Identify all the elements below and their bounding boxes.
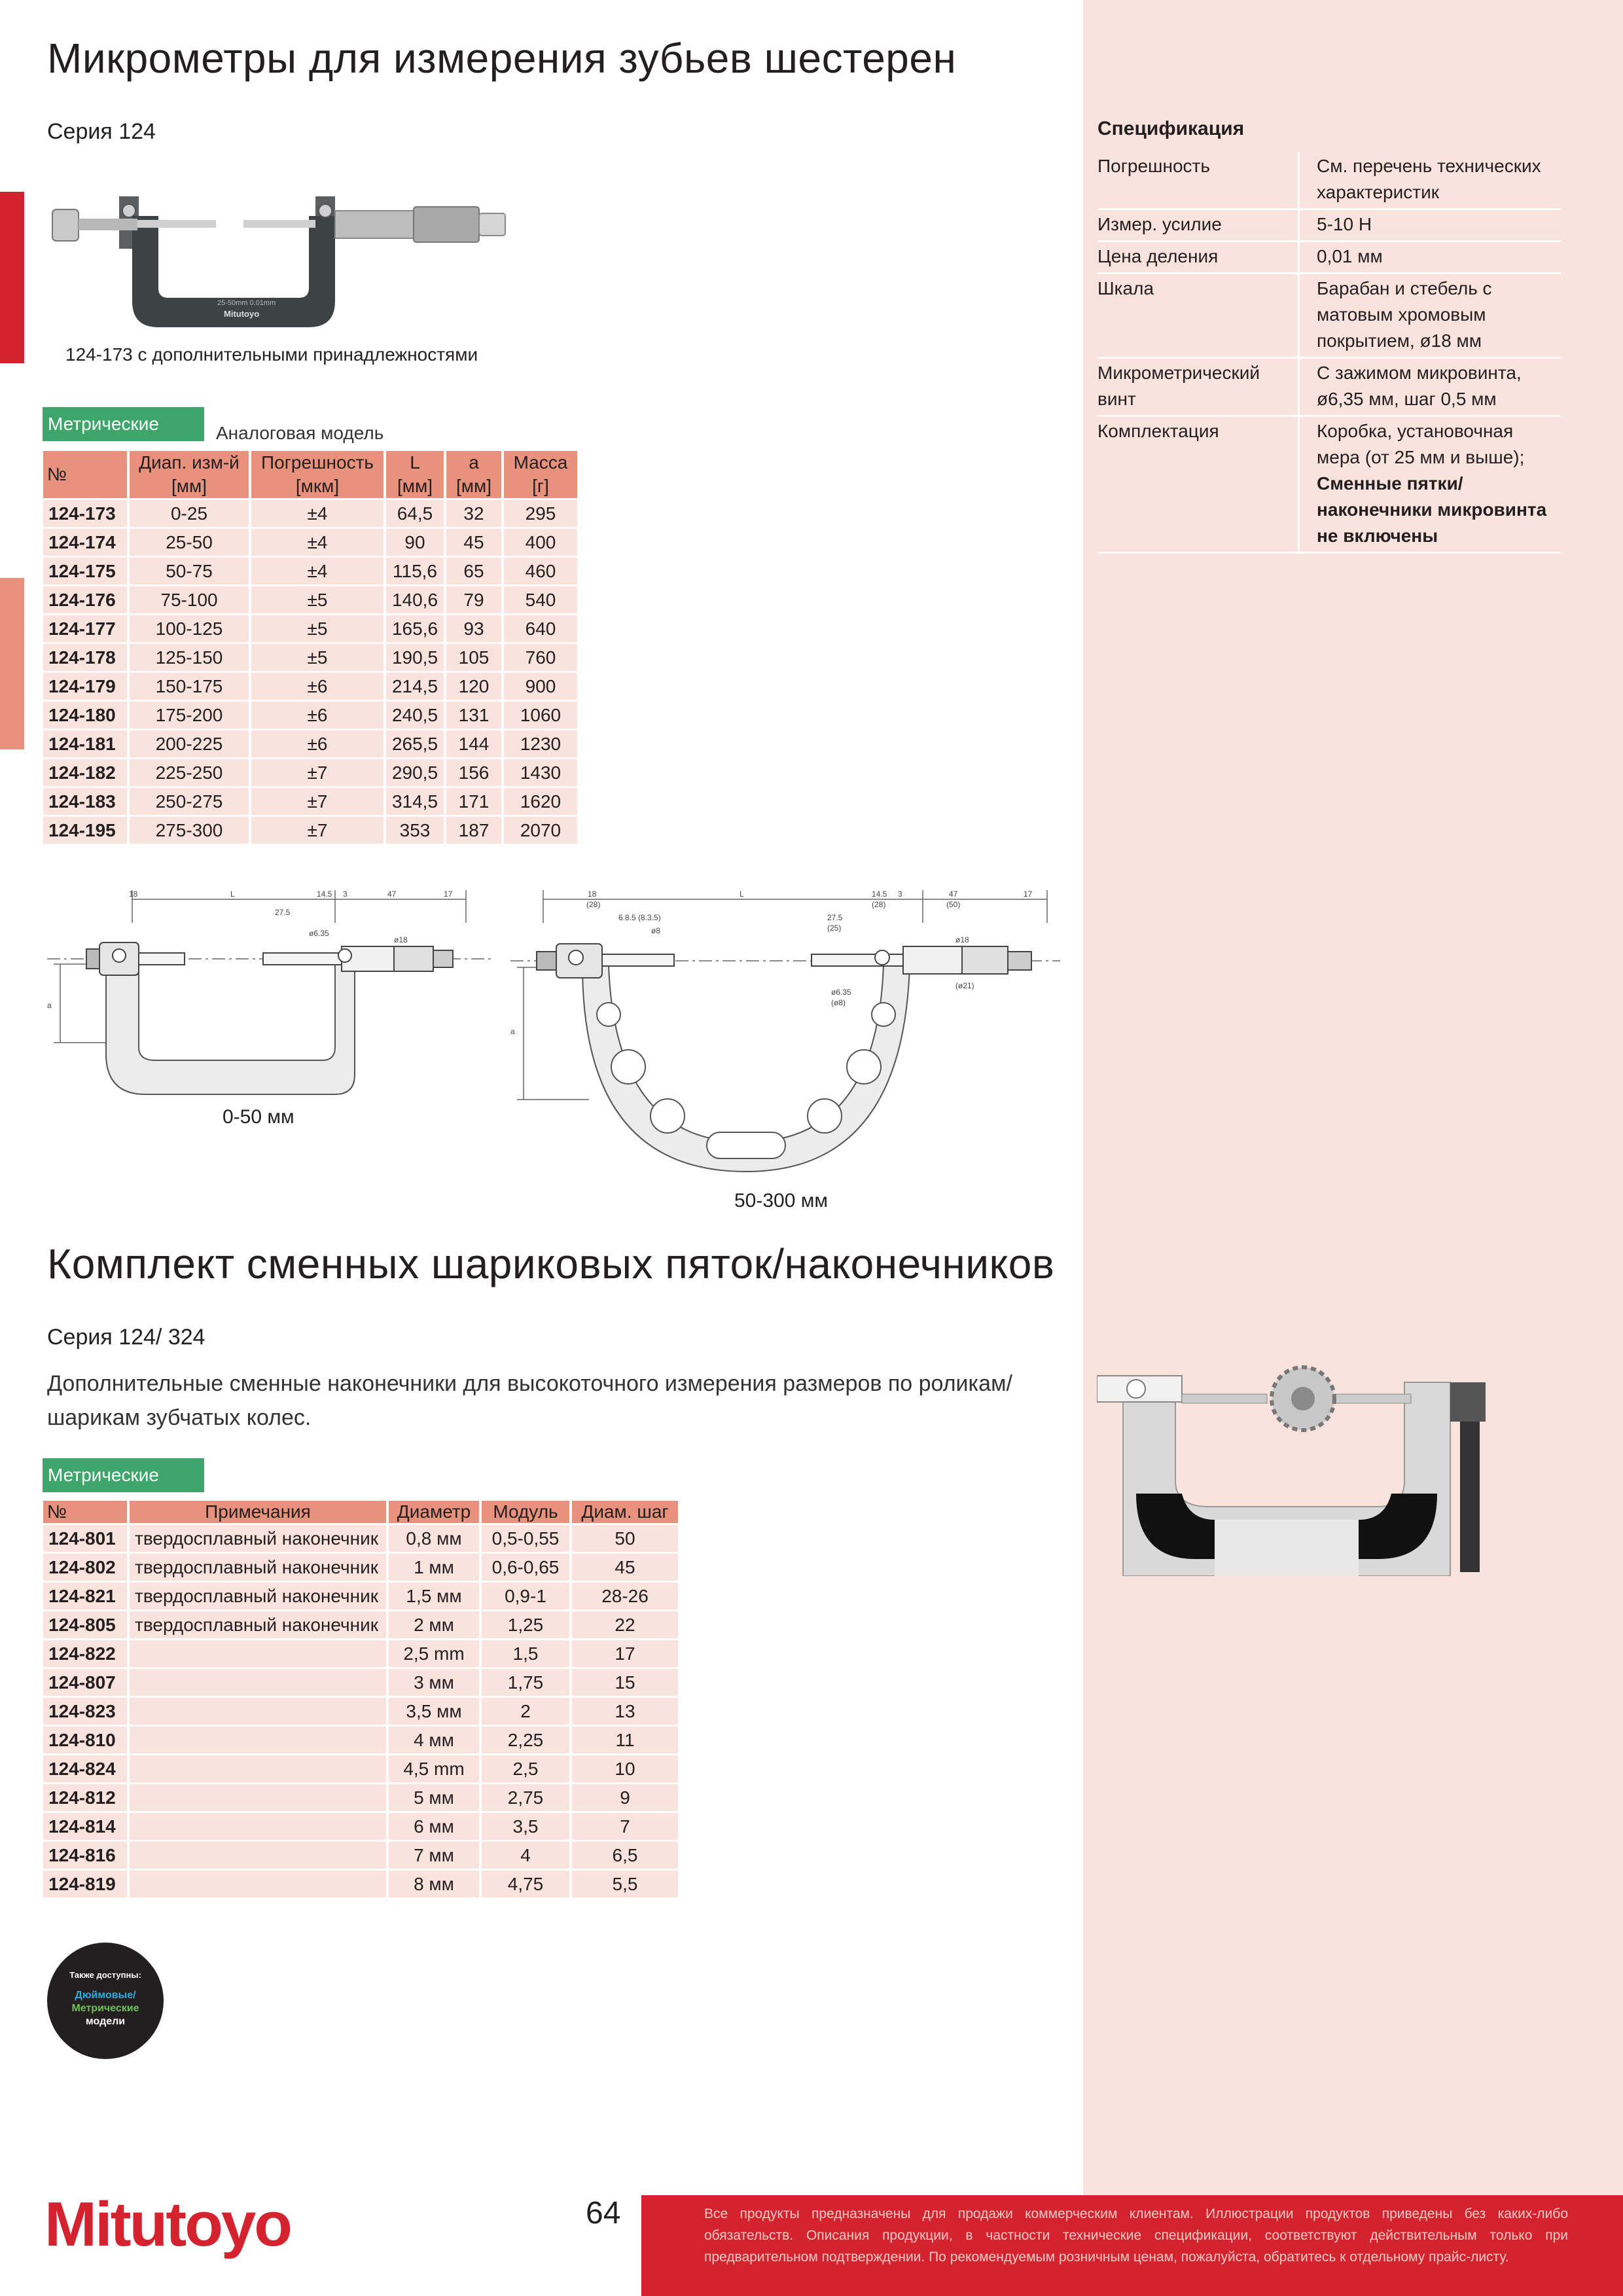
- table-cell: твердосплавный наконечник: [130, 1583, 386, 1609]
- table-cell: [130, 1727, 386, 1753]
- table-cell: 275-300: [130, 817, 249, 844]
- spec-row: [1097, 358, 1561, 416]
- table-cell: 7: [572, 1813, 678, 1840]
- model-number: 124-823: [43, 1698, 127, 1725]
- table-cell: 45: [446, 529, 501, 556]
- table-cell: 4,75: [482, 1871, 569, 1897]
- table-cell: [130, 1698, 386, 1725]
- table-cell: 900: [504, 673, 577, 700]
- table-row: [43, 1554, 678, 1581]
- footer-disclaimer-box: [641, 2195, 1623, 2296]
- side-tab-salmon: [0, 578, 24, 749]
- spec-value: [1299, 358, 1561, 416]
- svg-text:25-50mm 0.01mm: 25-50mm 0.01mm: [217, 299, 276, 307]
- dim-l-a: a: [510, 1027, 515, 1036]
- table-cell: 6,5: [572, 1842, 678, 1869]
- table-cell: твердосплавный наконечник: [130, 1554, 386, 1581]
- table-cell: твердосплавный наконечник: [130, 1611, 386, 1638]
- spec-value: [1299, 416, 1561, 553]
- table-cell: 200-225: [130, 730, 249, 757]
- table-cell: 4: [482, 1842, 569, 1869]
- drawing-50-300-caption: 50-300 мм: [734, 1190, 828, 1211]
- mic-header: Погрешность [мкм]: [251, 451, 383, 498]
- table-cell: 50-75: [130, 558, 249, 584]
- table-cell: ±6: [251, 673, 383, 700]
- ball-header: Примечания: [130, 1501, 386, 1523]
- footer-disclaimer: Все продукты предназначены для продажи коммерческим клиентам. Иллюстрации продуктов приведены без каких-либо обязательств. Описания продукции, в частности технические спецификации, соответствуют действительным только при предварительном подтверждении. По рекомендуемым розничным ценам, пожалуйста, обратитесь к отдельному прайс-листу.: [704, 2206, 1568, 2265]
- spec-value: [1299, 274, 1561, 358]
- model-number: 124-180: [43, 702, 127, 728]
- dim-l-d18: ø18: [955, 935, 969, 944]
- model-number: 124-179: [43, 673, 127, 700]
- table-cell: 50: [572, 1525, 678, 1552]
- spec-table: [1097, 152, 1561, 554]
- table-row: [43, 558, 577, 584]
- table-cell: 4,5 mm: [389, 1755, 479, 1782]
- table-row: [43, 529, 577, 556]
- model-number: 124-177: [43, 615, 127, 642]
- section2-description: Дополнительные сменные наконечники для высокоточного измерения размеров по роликам/ шарикам зубчатых колес.: [47, 1371, 1012, 1430]
- table-row: [43, 1871, 678, 1897]
- table-cell: 100-125: [130, 615, 249, 642]
- table-cell: 290,5: [386, 759, 444, 786]
- table-cell: 0,6-0,65: [482, 1554, 569, 1581]
- table-cell: 540: [504, 586, 577, 613]
- table-cell: [130, 1669, 386, 1696]
- spec-value-text: 5-10 Н: [1317, 214, 1372, 234]
- section1-series: Серия 124: [47, 119, 156, 144]
- table-cell: 2,5: [482, 1755, 569, 1782]
- spec-value: [1299, 209, 1561, 242]
- dim-l-25: (25): [827, 924, 842, 933]
- dim-l-6-8-5: 6.8.5 (8.3.5): [618, 913, 661, 922]
- dim-l-14-5: 14.5: [872, 889, 887, 899]
- table-cell: 5,5: [572, 1871, 678, 1897]
- table-cell: 3,5 мм: [389, 1698, 479, 1725]
- ball-anvil-photo: [1097, 1363, 1486, 1576]
- table-row: [43, 500, 577, 527]
- spec-value-text: С зажимом микровинта, ø6,35 мм, шаг 0,5 мм: [1317, 363, 1522, 409]
- table-cell: 250-275: [130, 788, 249, 815]
- svg-text:Mitutoyo: Mitutoyo: [224, 309, 260, 319]
- table-cell: 7 мм: [389, 1842, 479, 1869]
- table-cell: 45: [572, 1554, 678, 1581]
- dim-d18: ø18: [394, 935, 408, 944]
- model-number: 124-807: [43, 1669, 127, 1696]
- table-cell: 115,6: [386, 558, 444, 584]
- table-cell: 2 мм: [389, 1611, 479, 1638]
- dim-14-5: 14.5: [317, 889, 332, 899]
- model-number: 124-805: [43, 1611, 127, 1638]
- spec-key: Комплектация: [1097, 416, 1299, 553]
- spec-key: Цена деления: [1097, 242, 1299, 274]
- badge-line3: Метрические: [71, 2003, 139, 2014]
- table-cell: 140,6: [386, 586, 444, 613]
- model-number: 124-802: [43, 1554, 127, 1581]
- table-cell: 13: [572, 1698, 678, 1725]
- table-cell: твердосплавный наконечник: [130, 1525, 386, 1552]
- table-cell: ±7: [251, 759, 383, 786]
- table-cell: 64,5: [386, 500, 444, 527]
- dim-l-28a: (28): [586, 900, 601, 909]
- table-cell: 295: [504, 500, 577, 527]
- table-cell: 1430: [504, 759, 577, 786]
- table-cell: 0,9-1: [482, 1583, 569, 1609]
- table-cell: 1,75: [482, 1669, 569, 1696]
- table-cell: 225-250: [130, 759, 249, 786]
- spec-key: Микрометрический винт: [1097, 358, 1299, 416]
- dim-l-d8b: ø8: [651, 926, 661, 935]
- model-number: 124-173: [43, 500, 127, 527]
- table-row: [43, 1842, 678, 1869]
- table-cell: 640: [504, 615, 577, 642]
- table-cell: 187: [446, 817, 501, 844]
- section1-title: Микрометры для измерения зубьев шестерен: [47, 35, 957, 82]
- model-number: 124-183: [43, 788, 127, 815]
- table-cell: 190,5: [386, 644, 444, 671]
- dim-47: 47: [387, 889, 397, 899]
- model-number: 124-174: [43, 529, 127, 556]
- table-row: [43, 1784, 678, 1811]
- table-cell: 1,5 мм: [389, 1583, 479, 1609]
- table-cell: 131: [446, 702, 501, 728]
- dim-27-5: 27.5: [275, 908, 291, 917]
- drawing-50-300: [510, 884, 1060, 1191]
- ball-header: Диаметр: [389, 1501, 479, 1523]
- table-cell: 1230: [504, 730, 577, 757]
- table-row: [43, 1727, 678, 1753]
- page-number: 64: [586, 2196, 621, 2231]
- table-cell: [130, 1640, 386, 1667]
- mic-header: Масса [г]: [504, 451, 577, 498]
- table-cell: 0,5-0,55: [482, 1525, 569, 1552]
- table-cell: 2,5 mm: [389, 1640, 479, 1667]
- table-row: [43, 1755, 678, 1782]
- table-cell: 8 мм: [389, 1871, 479, 1897]
- table-cell: [130, 1871, 386, 1897]
- analog-model-note: Аналоговая модель: [216, 423, 384, 443]
- section2-title: Комплект сменных шариковых пяток/наконечников: [47, 1240, 1055, 1287]
- table-cell: 90: [386, 529, 444, 556]
- spec-row: [1097, 242, 1561, 274]
- metric-tag-1: Метрические: [43, 407, 204, 441]
- table-row: [43, 673, 577, 700]
- drawing-0-50-caption: 0-50 мм: [223, 1106, 294, 1128]
- model-number: 124-195: [43, 817, 127, 844]
- table-cell: ±6: [251, 730, 383, 757]
- mic-header: L [мм]: [386, 451, 444, 498]
- mic-header: a [мм]: [446, 451, 501, 498]
- table-cell: 1,5: [482, 1640, 569, 1667]
- table-row: [43, 817, 577, 844]
- table-cell: 1060: [504, 702, 577, 728]
- table-cell: [130, 1755, 386, 1782]
- table-cell: 3 мм: [389, 1669, 479, 1696]
- ball-anvil-table: [41, 1499, 681, 1899]
- table-cell: 0-25: [130, 500, 249, 527]
- ball-header: Диам. шаг: [572, 1501, 678, 1523]
- dim-6-35: ø6.35: [309, 929, 329, 938]
- table-cell: 314,5: [386, 788, 444, 815]
- table-cell: 65: [446, 558, 501, 584]
- spec-title: Спецификация: [1097, 118, 1245, 139]
- model-number: 124-175: [43, 558, 127, 584]
- dim-l-3: 3: [898, 889, 902, 899]
- table-cell: ±4: [251, 529, 383, 556]
- table-cell: 156: [446, 759, 501, 786]
- spec-value: [1299, 242, 1561, 274]
- table-cell: 3,5: [482, 1813, 569, 1840]
- spec-value: [1299, 152, 1561, 209]
- table-cell: 265,5: [386, 730, 444, 757]
- table-cell: 105: [446, 644, 501, 671]
- table-cell: 2: [482, 1698, 569, 1725]
- spec-key: Шкала: [1097, 274, 1299, 358]
- table-cell: 125-150: [130, 644, 249, 671]
- spec-value-text: См. перечень технических характеристик: [1317, 156, 1541, 202]
- table-cell: 1,25: [482, 1611, 569, 1638]
- model-number: 124-822: [43, 1640, 127, 1667]
- inch-metric-badge: [47, 1943, 164, 2059]
- table-row: [43, 586, 577, 613]
- table-cell: 25-50: [130, 529, 249, 556]
- table-cell: 400: [504, 529, 577, 556]
- micrometer-table: [41, 449, 580, 846]
- table-cell: ±4: [251, 500, 383, 527]
- spec-row: [1097, 152, 1561, 209]
- model-number: 124-814: [43, 1813, 127, 1840]
- model-number: 124-801: [43, 1525, 127, 1552]
- table-cell: 75-100: [130, 586, 249, 613]
- table-cell: 6 мм: [389, 1813, 479, 1840]
- table-row: [43, 1669, 678, 1696]
- model-number: 124-181: [43, 730, 127, 757]
- table-row: [43, 1525, 678, 1552]
- table-cell: 165,6: [386, 615, 444, 642]
- table-cell: 760: [504, 644, 577, 671]
- dim-l-50: (50): [946, 900, 961, 909]
- table-row: [43, 1698, 678, 1725]
- model-number: 124-812: [43, 1784, 127, 1811]
- spec-key: Погрешность: [1097, 152, 1299, 209]
- table-cell: ±5: [251, 615, 383, 642]
- table-cell: 17: [572, 1640, 678, 1667]
- table-cell: 240,5: [386, 702, 444, 728]
- dim-l-47: 47: [949, 889, 958, 899]
- model-number: 124-176: [43, 586, 127, 613]
- model-number: 124-182: [43, 759, 127, 786]
- table-cell: 175-200: [130, 702, 249, 728]
- table-row: [43, 615, 577, 642]
- spec-value-note: Сменные пятки/ наконечники микровинта не включены: [1317, 473, 1547, 546]
- table-row: [43, 788, 577, 815]
- table-cell: 9: [572, 1784, 678, 1811]
- table-cell: 120: [446, 673, 501, 700]
- table-row: [43, 1813, 678, 1840]
- spec-value-text: 0,01 мм: [1317, 246, 1383, 266]
- table-cell: 4 мм: [389, 1727, 479, 1753]
- table-cell: 1620: [504, 788, 577, 815]
- table-cell: 32: [446, 500, 501, 527]
- badge-line1: Также доступны:: [69, 1970, 141, 1980]
- table-cell: 2070: [504, 817, 577, 844]
- table-cell: 5 мм: [389, 1784, 479, 1811]
- drawing-0-50: [47, 884, 492, 1126]
- table-cell: 2,75: [482, 1784, 569, 1811]
- table-cell: 460: [504, 558, 577, 584]
- side-tab-red: [0, 192, 24, 363]
- spec-row: [1097, 209, 1561, 242]
- badge-line4: модели: [85, 2016, 126, 2027]
- dim-l-27-5: 27.5: [827, 913, 843, 922]
- table-cell: 28-26: [572, 1583, 678, 1609]
- photo-caption: 124-173 с дополнительными принадлежностями: [65, 344, 478, 365]
- spec-value-text: Барабан и стебель с матовым хромовым покрытием, ø18 мм: [1317, 278, 1492, 351]
- table-cell: 79: [446, 586, 501, 613]
- table-row: [43, 644, 577, 671]
- table-cell: 15: [572, 1669, 678, 1696]
- table-row: [43, 1583, 678, 1609]
- dim-l-6-35: ø6.35: [831, 988, 851, 997]
- table-cell: 171: [446, 788, 501, 815]
- mitutoyo-logo: Mitutoyo: [45, 2189, 291, 2259]
- model-number: 124-816: [43, 1842, 127, 1869]
- spec-row: [1097, 274, 1561, 358]
- dim-3: 3: [343, 889, 348, 899]
- table-cell: [130, 1813, 386, 1840]
- badge-line2: Дюймовые/: [75, 1990, 136, 2001]
- table-cell: [130, 1784, 386, 1811]
- ball-header: №: [43, 1501, 127, 1523]
- table-cell: ±5: [251, 644, 383, 671]
- table-cell: [130, 1842, 386, 1869]
- model-number: 124-178: [43, 644, 127, 671]
- model-number: 124-824: [43, 1755, 127, 1782]
- table-cell: 22: [572, 1611, 678, 1638]
- table-row: [43, 702, 577, 728]
- dim-l-28b: (28): [872, 900, 886, 909]
- table-cell: 2,25: [482, 1727, 569, 1753]
- table-cell: 10: [572, 1755, 678, 1782]
- table-cell: ±6: [251, 702, 383, 728]
- section2-series: Серия 124/ 324: [47, 1325, 205, 1350]
- metric-tag-2: Метрические: [43, 1458, 204, 1492]
- dim-a: a: [47, 1001, 52, 1010]
- table-cell: 0,8 мм: [389, 1525, 479, 1552]
- mic-header: №: [43, 451, 127, 498]
- table-cell: 93: [446, 615, 501, 642]
- dim-l: L: [230, 889, 235, 899]
- dim-17: 17: [444, 889, 453, 899]
- dim-18: 18: [129, 889, 138, 899]
- table-cell: 214,5: [386, 673, 444, 700]
- spec-key: Измер. усилие: [1097, 209, 1299, 242]
- table-cell: 353: [386, 817, 444, 844]
- dim-l-18: 18: [588, 889, 597, 899]
- table-row: [43, 759, 577, 786]
- table-cell: ±4: [251, 558, 383, 584]
- table-cell: ±7: [251, 817, 383, 844]
- table-cell: 150-175: [130, 673, 249, 700]
- table-cell: ±5: [251, 586, 383, 613]
- dim-l-d21: (ø21): [955, 981, 974, 990]
- model-number: 124-819: [43, 1871, 127, 1897]
- table-cell: 1 мм: [389, 1554, 479, 1581]
- spec-row: [1097, 416, 1561, 553]
- table-cell: ±7: [251, 788, 383, 815]
- dim-l-d8: (ø8): [831, 998, 846, 1007]
- table-cell: 144: [446, 730, 501, 757]
- table-row: [43, 730, 577, 757]
- dim-l-l: L: [740, 889, 744, 899]
- model-number: 124-810: [43, 1727, 127, 1753]
- table-cell: 11: [572, 1727, 678, 1753]
- mic-header: Диап. изм-й [мм]: [130, 451, 249, 498]
- table-row: [43, 1611, 678, 1638]
- ball-header: Модуль: [482, 1501, 569, 1523]
- micrometer-photo: [47, 177, 518, 338]
- table-row: [43, 1640, 678, 1667]
- dim-l-17: 17: [1024, 889, 1033, 899]
- spec-value-text: Коробка, установочная мера (от 25 мм и выше);: [1317, 421, 1525, 467]
- model-number: 124-821: [43, 1583, 127, 1609]
